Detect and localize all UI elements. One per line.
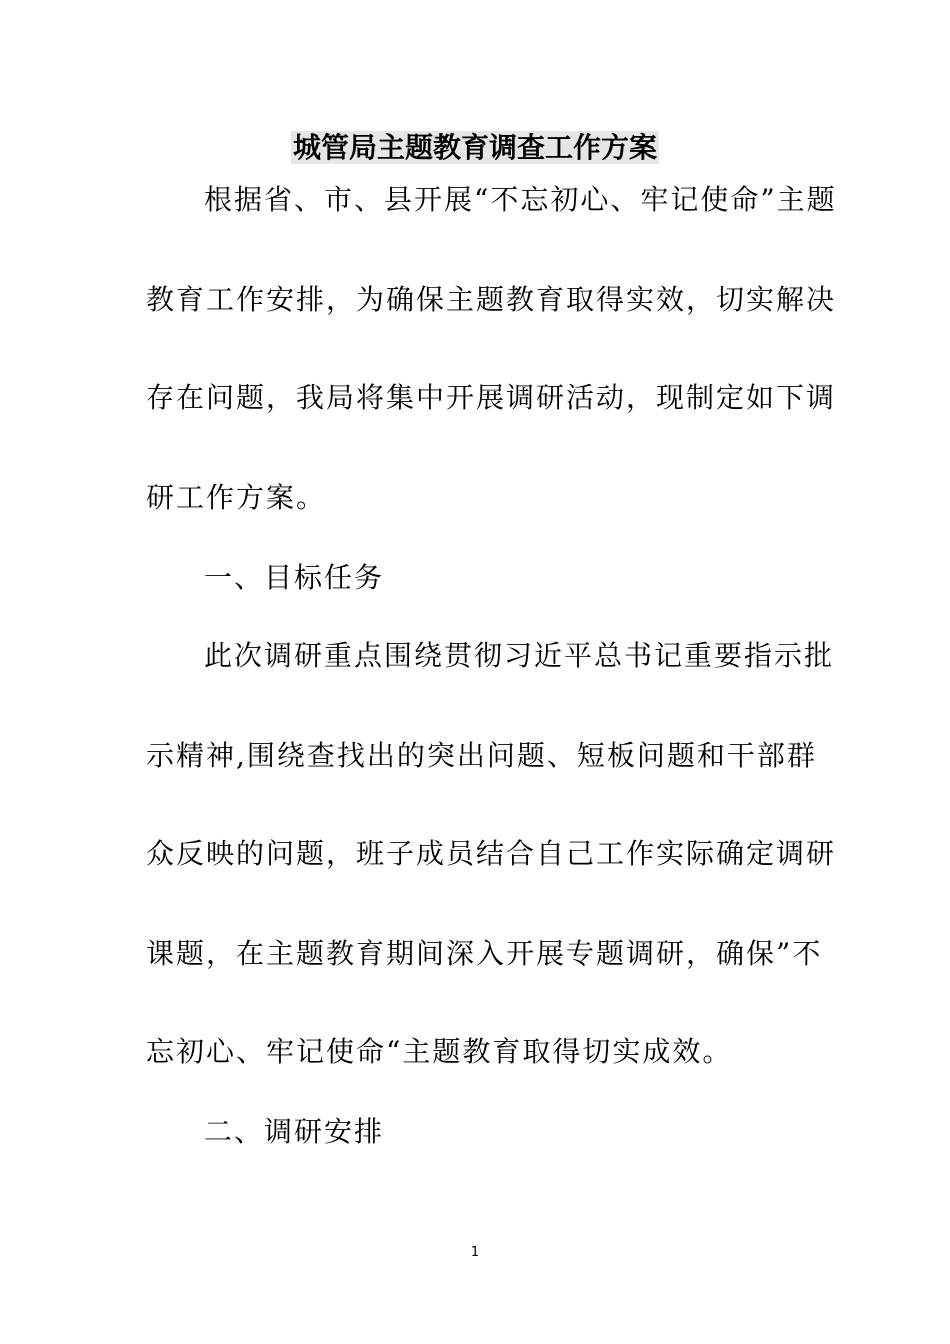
paragraph-line: 此次调研重点围绕贯彻习近平总书记重要指示批 [204,639,835,672]
paragraph-line: 教育工作安排，为确保主题教育取得实效，切实解决 [146,283,837,316]
document-title [0,128,950,168]
paragraph-line: 课题，在主题教育期间深入开展专题调研，确保”不 [146,937,823,970]
section-heading-arrangement: 二、调研安排 [204,1115,385,1148]
paragraph-line: 示精神,围绕查找出的突出问题、短板问题和干部群 [146,739,817,772]
paragraph-line: 忘初心、牢记使命“主题教育取得切实成效。 [146,1035,733,1068]
paragraph-line: 根据省、市、县开展“不忘初心、牢记使命”主题 [204,183,837,216]
document-title-text: 城管局主题教育调查工作方案 [292,131,657,164]
page-number: 1 [470,1245,480,1260]
section-heading-goals: 一、目标任务 [204,561,385,594]
paragraph-line: 研工作方案。 [146,481,327,514]
paragraph-line: 众反映的问题，班子成员结合自己工作实际确定调研 [146,837,837,870]
paragraph-line: 存在问题，我局将集中开展调研活动，现制定如下调 [146,381,837,414]
